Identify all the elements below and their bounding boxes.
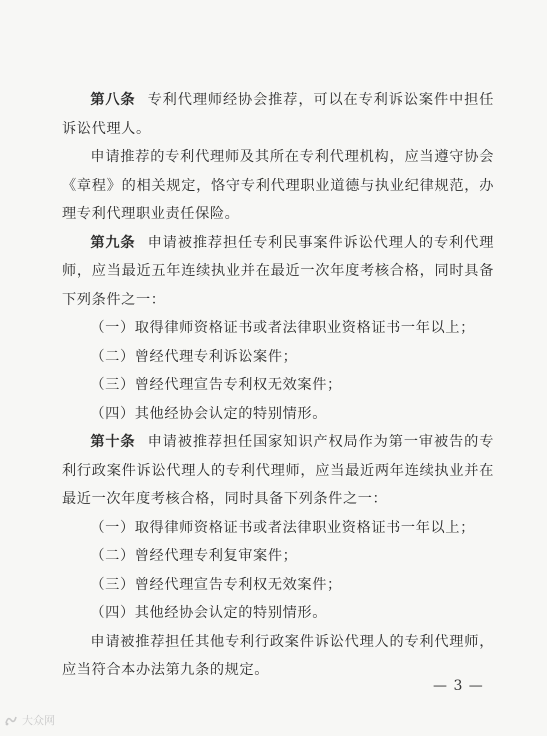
article-10-item: （二）曾经代理专利复审案件；	[90, 548, 298, 564]
page-number: — 3 —	[433, 678, 484, 694]
paragraph-membership-requirements: 申请推荐的专利代理师及其所在专利代理机构，应当遵守协会《章程》的相关规定，恪守专利代理职业道德与执业纪律规范，办理专利代理职业责任保险。	[62, 149, 494, 222]
article-10-text: 申请被推荐担任国家知识产权局作为第一审被告的专利行政案件诉讼代理人的专利代理师，应当最近两年连续执业并在最近一次年度考核合格，同时具备下列条件之一：	[62, 434, 494, 507]
article-10-item: （一）取得律师资格证书或者法律职业资格证书一年以上；	[90, 519, 475, 536]
article-8-number: 第八条	[90, 92, 136, 108]
paragraph-other-administrative-cases: 申请被推荐担任其他专利行政案件诉讼代理人的专利代理师，应当符合本办法第九条的规定。	[62, 633, 494, 678]
article-9-number: 第九条	[90, 234, 136, 251]
article-8-text: 专利代理师经协会推荐，可以在专利诉讼案件中担任诉讼代理人。	[62, 92, 494, 137]
article-9-item: （二）曾经代理专利诉讼案件；	[90, 348, 298, 365]
watermark	[4, 712, 55, 728]
article-9-item: （三）曾经代理宣告专利权无效案件；	[90, 377, 342, 393]
document-body	[62, 86, 494, 685]
article-10-item: （三）曾经代理宣告专利权无效案件；	[90, 576, 342, 593]
article-8	[62, 86, 494, 143]
article-9	[62, 229, 494, 315]
article-9-item: （一）取得律师资格证书或者法律职业资格证书一年以上；	[90, 320, 475, 336]
article-10-number: 第十条	[90, 434, 136, 450]
article-9-item: （四）其他经协会认定的特别情形。	[90, 405, 327, 422]
article-9-text: 申请被推荐担任专利民事案件诉讼代理人的专利代理师，应当最近五年连续执业并在最近一次年度考核合格，同时具备下列条件之一：	[62, 234, 494, 308]
dazhong-logo-icon	[4, 713, 18, 727]
watermark-text: 大众网	[22, 714, 55, 727]
article-10-item: （四）其他经协会认定的特别情形。	[90, 605, 327, 621]
article-10	[62, 428, 494, 514]
